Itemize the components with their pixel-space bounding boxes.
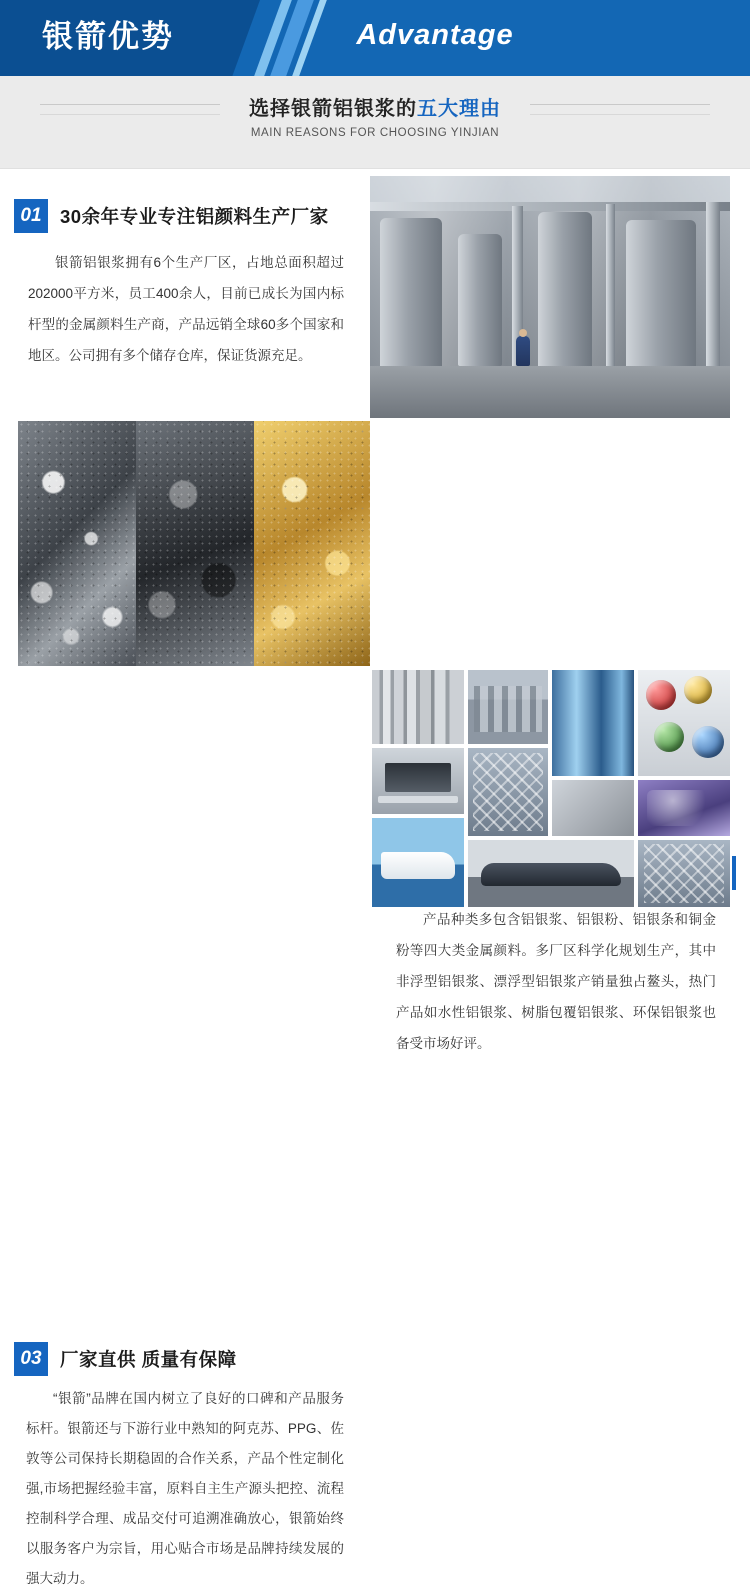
section-01-heading: 30余年专业专注铝颜料生产厂家 (60, 206, 329, 227)
photo1-ceiling-beam (370, 176, 730, 202)
section-03-body: “银箭”品牌在国内树立了良好的口碑和产品服务标杆。银箭还与下游行业中熟知的阿克苏、PPG、佐敦等公司保持长期稳固的合作关系，产品个性定制化强,市场把握经验丰富，原料自主生产源头把控、流程控制科学合理、成品交付可追溯准确放心，银箭始终以服务客户为宗旨，用心贴合市场是品牌持续发展的强大动力。 (26, 1391, 344, 1586)
photo1-floor (370, 366, 730, 418)
ball-red (646, 680, 676, 710)
section-03-header (14, 1342, 237, 1376)
collage-cell-laptop (370, 746, 466, 816)
section-01-header (14, 199, 329, 233)
collage-cell-steel-structure (466, 746, 550, 838)
photo1-pipe-vertical-2 (606, 204, 615, 380)
subtitle-cn-before: 选择银箭铝银浆的 (249, 98, 417, 120)
photo1-pipe-vertical-3 (706, 202, 720, 384)
collage-cell-warehouse (466, 668, 550, 746)
application-collage-photo (370, 668, 732, 909)
collage-cell-blue-cylinder (550, 668, 636, 778)
section-01-number: 01 (14, 199, 48, 233)
section-02-body: 产品种类多包含铝银浆、铝银粉、铝银条和铜金粉等四大类金属颜料。多厂区科学化规划生产，其中非浮型铝银浆、漂浮型铝银浆产销量独占鳌头，热门产品如水性铝银浆、树脂包覆铝银浆、环保铝银浆也备受市场好评。 (396, 912, 716, 1051)
photo1-tank-1 (380, 218, 442, 368)
ball-gold (684, 676, 712, 704)
collage-cell-colored-balls (636, 668, 732, 778)
photo1-tank-4 (626, 220, 696, 376)
collage-cell-facade (636, 838, 732, 909)
section-03-heading: 厂家直供 质量有保障 (60, 1349, 237, 1370)
subtitle-en: MAIN REASONS FOR CHOOSING YINJIAN (250, 127, 500, 139)
collage-cell-pipes (370, 668, 466, 746)
photo1-worker (516, 336, 530, 366)
subtitle-cn (0, 92, 750, 121)
collage-cell-car (466, 838, 636, 909)
photo1-tank-2 (458, 234, 502, 366)
ball-green (654, 722, 684, 752)
banner-title-en: Advantage (356, 19, 514, 51)
subtitle-strip (0, 76, 750, 169)
section-03-number: 03 (14, 1342, 48, 1376)
banner-title-cn: 银箭优势 (42, 19, 174, 54)
ball-blue (692, 726, 724, 758)
photo1-tank-3 (538, 212, 592, 372)
collage-cell-purple-coating (636, 778, 732, 838)
collage-cell-metal-panel (550, 778, 636, 838)
section-02 (0, 414, 750, 1051)
section-01-body: 银箭铝银浆拥有6个生产厂区，占地总面积超过202000平方米，员工400余人，目前已成长为国内标杆型的金属颜料生产商，产品远销全球60多个国家和地区。公司拥有多个储存仓库，保证货源充足。 (28, 255, 344, 363)
factory-production-line-photo (370, 176, 730, 418)
collage-cell-ship (370, 816, 466, 909)
subtitle-cn-highlight: 五大理由 (417, 98, 501, 120)
header-banner (0, 0, 750, 76)
photo1-pipe-horizontal (370, 202, 730, 211)
